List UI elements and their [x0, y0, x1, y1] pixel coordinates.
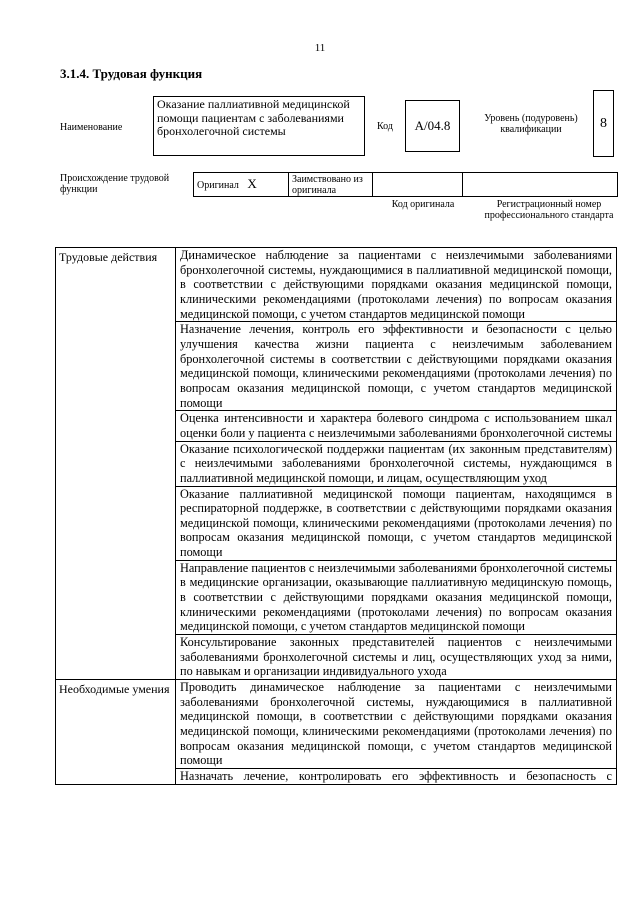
- table-row: [56, 680, 617, 769]
- list-item: Направление пациентов с неизлечимыми заболеваниями бронхолегочной системы в медицинские организации, оказывающие паллиативную медицинскую помощь, в соответствии с действующими порядками оказания медицинской помощи, клиническими рекомендациями (протоколами лечения) по вопросам оказания медицинской помощи, с учетом стандартов медицинской помощи: [176, 560, 617, 634]
- section-title-labor-actions: Трудовые действия: [56, 248, 176, 680]
- origin-table: [193, 172, 618, 197]
- code-label: Код: [377, 121, 393, 132]
- origin-label: Происхождение трудовой функции: [60, 173, 170, 195]
- original-mark: X: [247, 176, 257, 191]
- list-item: Оказание паллиативной медицинской помощи пациентам, находящимся в респираторной поддержке, в соответствии с действующими порядками оказания медицинской помощи, клиническими рекомендациями (протоколами лечения) по вопросам оказания медицинской помощи, с учетом стандартов медицинской помощи: [176, 486, 617, 560]
- list-item: Проводить динамическое наблюдение за пациентами с неизлечимыми заболеваниями бронхолегочной системы, нуждающимися в паллиативной медицинской помощи, в соответствии с действующими порядками оказания медицинской помощи, клиническими рекомендациями (протоколами лечения) по вопросам оказания медицинской помощи, с учетом стандартов медицинской помощи: [176, 680, 617, 769]
- level-box: 8: [593, 90, 614, 157]
- section-title-required-skills: Необходимые умения: [56, 680, 176, 785]
- level-label: Уровень (подуровень) квалификации: [484, 113, 578, 135]
- list-item: Консультирование законных представителей пациентов с неизлечимыми заболеваниями бронхолегочной системы и лиц, осуществляющих уход за ними, по навыкам и организации индивидуального ухода: [176, 635, 617, 680]
- labor-function-table: [55, 247, 617, 785]
- code-original-label: Код оригинала: [391, 199, 455, 210]
- borrowed-cell: Заимствовано из оригинала: [289, 173, 373, 197]
- function-name-box: Оказание паллиативной медицинской помощи пациентам с заболеваниями бронхолегочной системы: [153, 96, 365, 156]
- list-item: Оценка интенсивности и характера болевого синдрома с использованием шкал оценки боли у пациента с неизлечимыми заболеваниями бронхолегочной системы: [176, 411, 617, 441]
- original-label: Оригинал: [197, 180, 239, 191]
- reg-number-label: Регистрационный номер профессионального стандарта: [484, 199, 614, 221]
- table-row: [56, 248, 617, 322]
- list-item: Оказание психологической поддержки пациентам (их законным представителям) с неизлечимыми заболеваниями бронхолегочной системы, нуждающимся в паллиативной медицинской помощи, и лицам, осуществляющим уход: [176, 441, 617, 486]
- reg-number-cell: [463, 173, 618, 197]
- page-number: 11: [314, 42, 326, 54]
- function-code-box: A/04.8: [405, 100, 460, 152]
- code-original-cell: [373, 173, 463, 197]
- name-label: Наименование: [60, 122, 123, 133]
- section-title: 3.1.4. Трудовая функция: [60, 66, 203, 81]
- list-item: Назначать лечение, контролировать его эффективность и безопасность с: [176, 768, 617, 784]
- list-item: Назначение лечения, контроль его эффективности и безопасности с целью улучшения качества жизни пациента с неизлечимым заболеванием бронхолегочной системы в соответствии с действующими порядками оказания медицинской помощи, клиническими рекомендациями (протоколами лечения) по вопросам оказания медицинской помощи, с учетом стандартов медицинской помощи: [176, 322, 617, 411]
- original-cell: [194, 173, 289, 197]
- list-item: Динамическое наблюдение за пациентами с неизлечимыми заболеваниями бронхолегочной системы, нуждающимися в паллиативной медицинской помощи, в соответствии с действующими порядками оказания медицинской помощи, клиническими рекомендациями (протоколами лечения) по вопросам оказания медицинской помощи, с учетом стандартов медицинской помощи: [176, 248, 617, 322]
